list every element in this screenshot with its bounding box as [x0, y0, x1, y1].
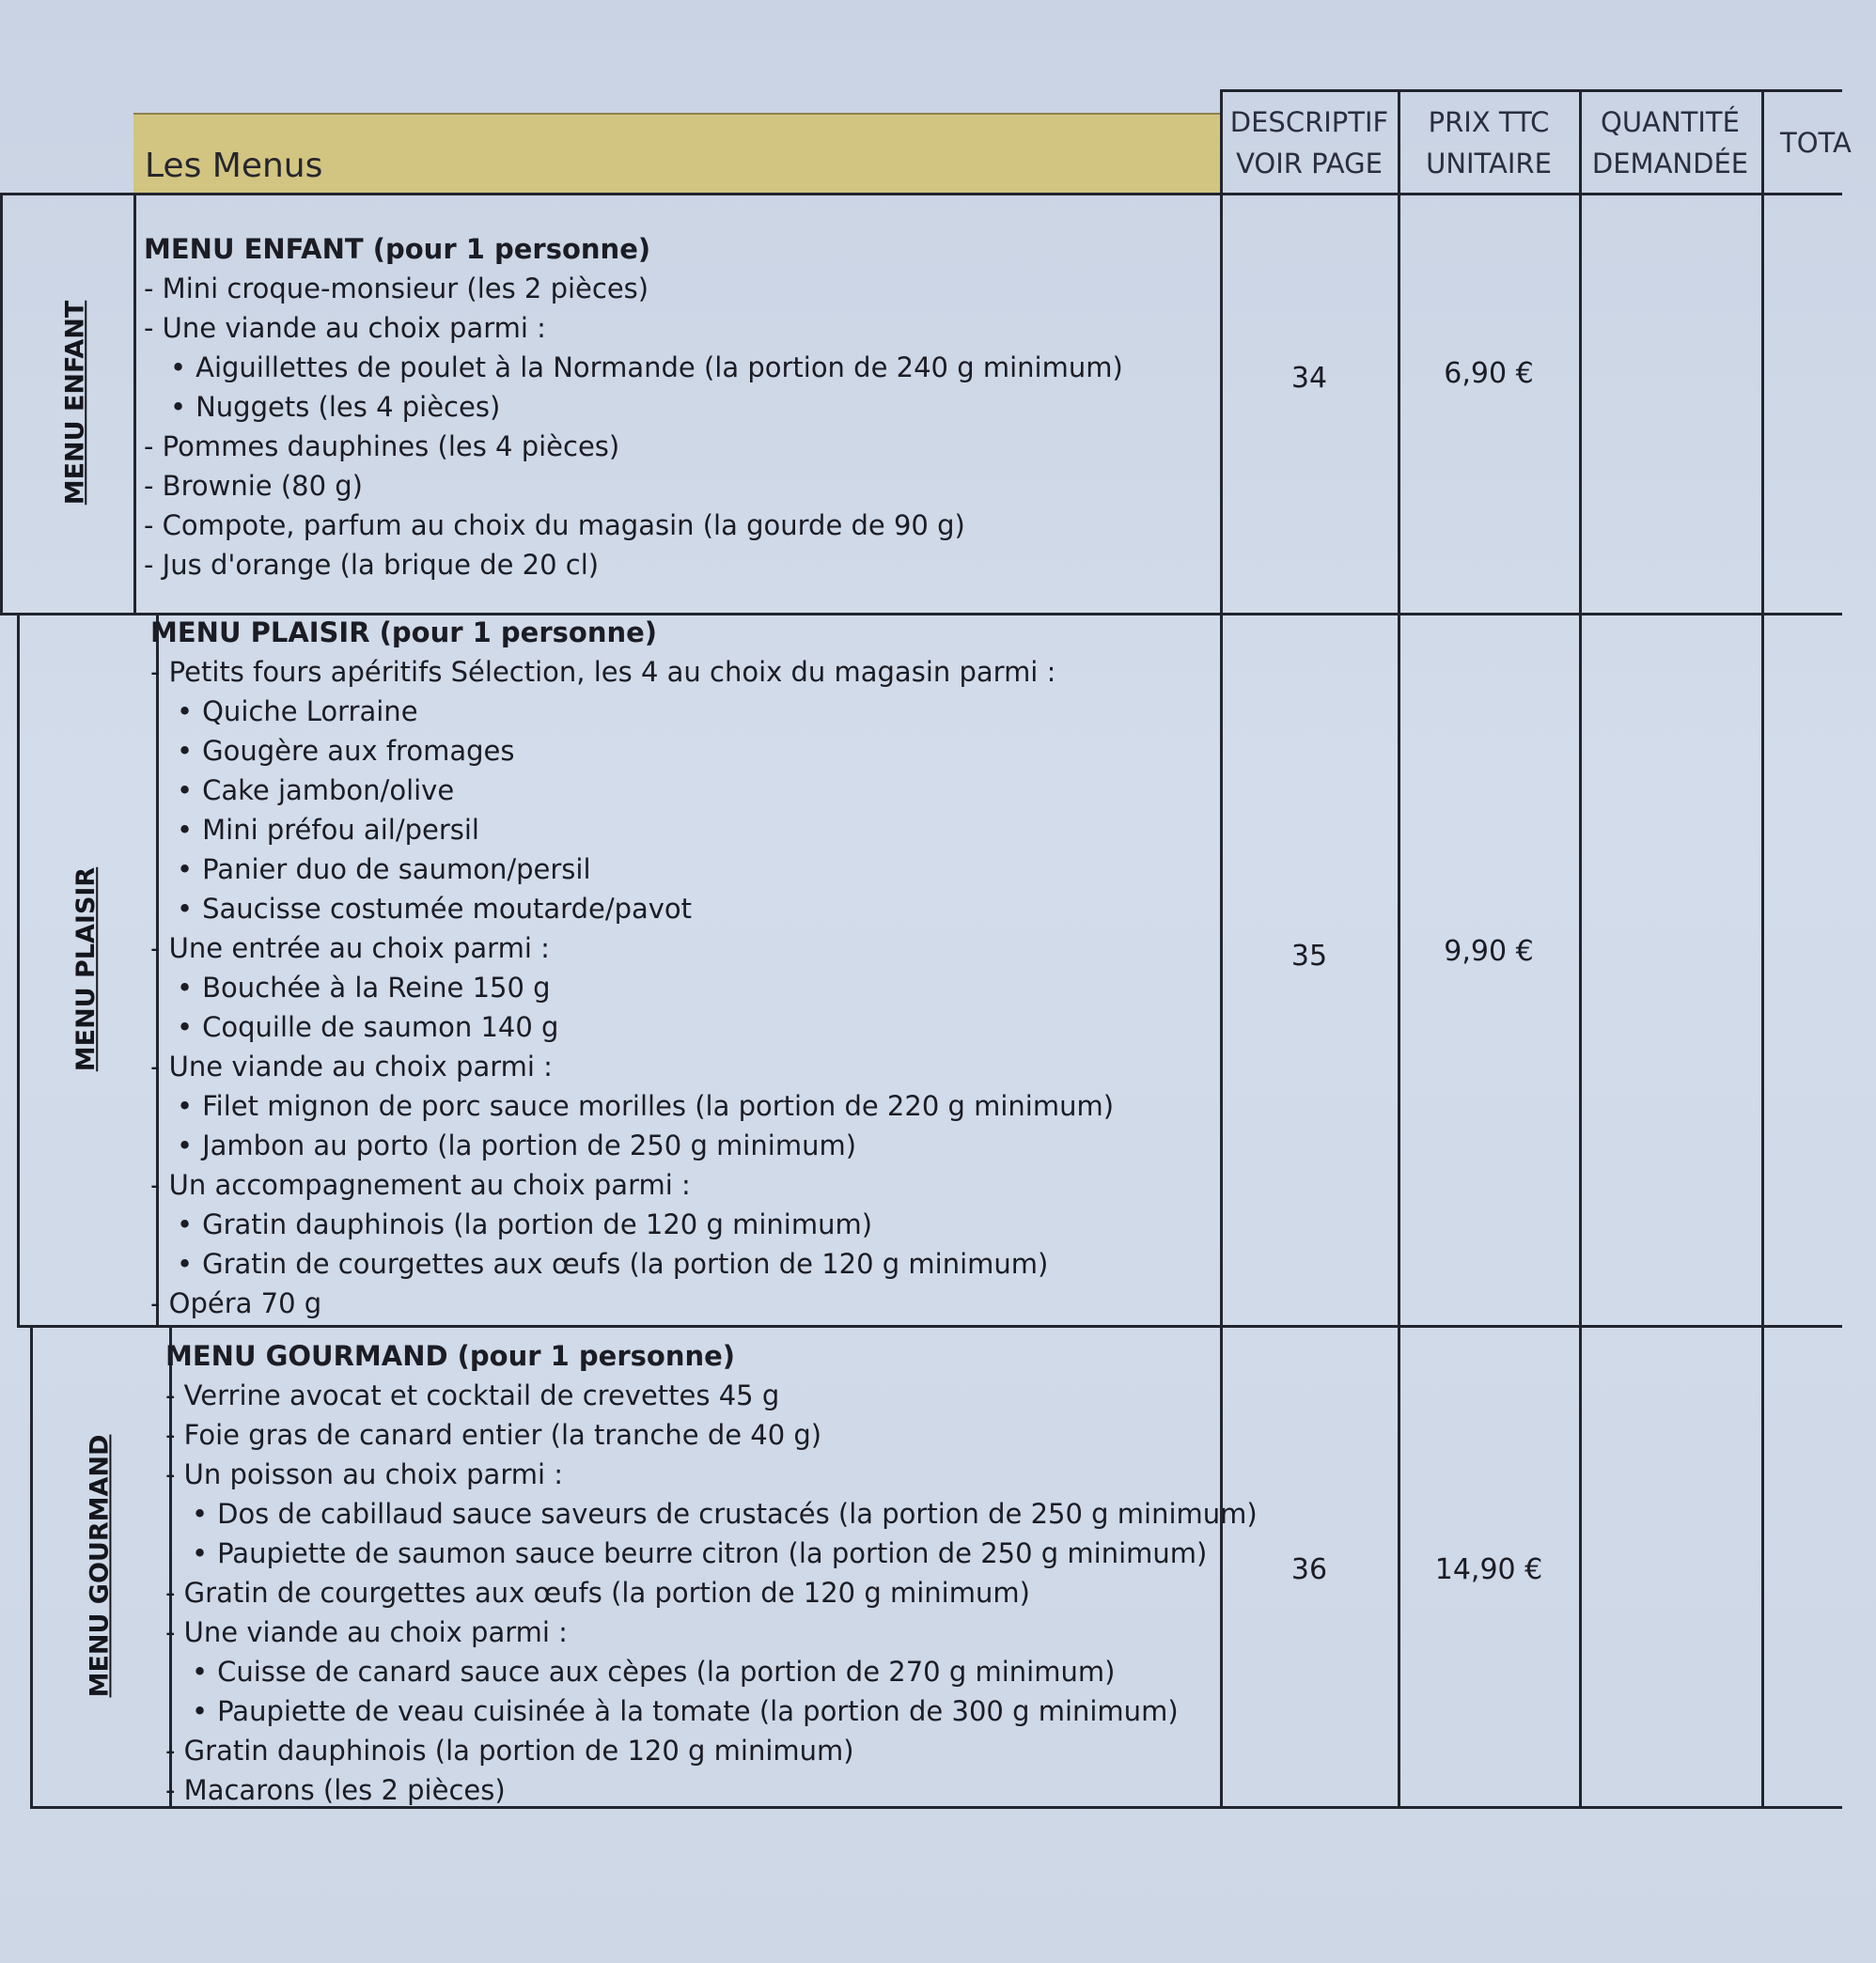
menu-line: • Mini préfou ail/persil [150, 810, 1114, 849]
menu-plaisir-page: 35 [1290, 940, 1328, 973]
menu-line: - Petits fours apéritifs Sélection, les 4 au choix du magasin parmi : [150, 656, 1056, 688]
quantity-cell-plaisir[interactable] [1582, 615, 1760, 1324]
menu-line: • Jambon au porto (la portion de 250 g minimum) [150, 1126, 1114, 1165]
header-total [1763, 92, 1876, 193]
menu-enfant-title: MENU ENFANT (pour 1 personne) [144, 233, 651, 265]
menu-line: • Nuggets (les 4 pièces) [144, 387, 1123, 427]
header-descriptif-line2: VOIR PAGE [1236, 147, 1383, 179]
grid-line-total [1761, 89, 1764, 1806]
menu-line: - Mini croque-monsieur (les 2 pièces) [144, 273, 649, 304]
menu-line: • Coquille de saumon 140 g [150, 1007, 1114, 1047]
menu-line: - Macarons (les 2 pièces) [165, 1774, 506, 1806]
menu-gourmand-title: MENU GOURMAND (pour 1 personne) [165, 1340, 736, 1372]
grid-line-plaisir-bottom [17, 1325, 1842, 1328]
menu-line: • Paupiette de veau cuisinée à la tomate (la portion de 300 g minimum) [165, 1691, 1258, 1731]
menu-line: - Gratin dauphinois (la portion de 120 g minimum) [165, 1735, 854, 1767]
menu-plaisir-content [150, 613, 1114, 1323]
header-quantite-line1: QUANTITÉ [1601, 105, 1740, 138]
menu-line: - Un accompagnement au choix parmi : [150, 1169, 691, 1201]
grid-line-left-plaisir [17, 613, 20, 1325]
header-total-label: TOTA [1780, 126, 1852, 159]
menu-line: - Pommes dauphines (les 4 pièces) [144, 430, 620, 462]
menu-line: - Une entrée au choix parmi : [150, 932, 550, 964]
menu-line: - Un poisson au choix parmi : [165, 1458, 564, 1490]
menu-plaisir-title: MENU PLAISIR (pour 1 personne) [150, 616, 658, 648]
grid-line-left-enfant [0, 193, 3, 613]
menu-line: • Paupiette de saumon sauce beurre citron (la portion de 250 g minimum) [165, 1534, 1258, 1573]
menu-line: • Gratin dauphinois (la portion de 120 g minimum) [150, 1205, 1114, 1244]
menu-line: - Une viande au choix parmi : [150, 1051, 553, 1083]
header-quantite-line2: DEMANDÉE [1591, 147, 1749, 179]
quantity-cell-gourmand[interactable] [1582, 1328, 1760, 1805]
menu-gourmand-price: 14,90 € [1434, 1553, 1543, 1586]
header-prix [1399, 92, 1578, 193]
menu-plaisir-price: 9,90 € [1444, 935, 1534, 968]
grid-line-header-bottom [0, 193, 1842, 195]
section-label-gourmand: MENU GOURMAND [85, 1434, 115, 1697]
menu-line: - Opéra 70 g [150, 1287, 322, 1319]
menu-line: • Gratin de courgettes aux œufs (la portion de 120 g minimum) [150, 1244, 1114, 1284]
menu-enfant-page: 34 [1290, 362, 1328, 395]
menu-line: • Saucisse costumée moutarde/pavot [150, 889, 1114, 928]
menu-gourmand-page: 36 [1290, 1553, 1328, 1586]
menu-enfant-price: 6,90 € [1444, 357, 1534, 390]
menu-line: • Aiguillettes de poulet à la Normande (la portion de 240 g minimum) [144, 348, 1123, 387]
menu-line: • Panier duo de saumon/persil [150, 849, 1114, 889]
section-title: Les Menus [133, 113, 1220, 193]
menu-line: • Cake jambon/olive [150, 771, 1114, 810]
header-prix-line2: UNITAIRE [1426, 147, 1552, 179]
menu-line: - Compote, parfum au choix du magasin (la gourde de 90 g) [144, 509, 965, 541]
header-prix-line1: PRIX TTC [1428, 105, 1550, 138]
section-label-enfant: MENU ENFANT [60, 300, 90, 506]
grid-line-label-enfant [133, 193, 136, 613]
menu-line: - Gratin de courgettes aux œufs (la portion de 120 g minimum) [165, 1577, 1030, 1609]
menu-line: - Une viande au choix parmi : [144, 312, 546, 344]
menu-line: - Une viande au choix parmi : [165, 1616, 568, 1648]
menu-line: • Gougère aux fromages [150, 731, 1114, 771]
header-descriptif-line1: DESCRIPTIF [1229, 105, 1389, 138]
menu-gourmand-content [165, 1336, 1258, 1810]
menu-line: - Brownie (80 g) [144, 470, 363, 502]
menu-line: - Verrine avocat et cocktail de crevettes 45 g [165, 1379, 780, 1411]
grid-line-left-gourmand [30, 1325, 33, 1806]
menu-line: • Bouchée à la Reine 150 g [150, 968, 1114, 1007]
menu-line: • Quiche Lorraine [150, 692, 1114, 731]
section-label-plaisir: MENU PLAISIR [71, 866, 102, 1071]
menu-enfant-content [144, 229, 1123, 584]
menu-line: • Filet mignon de porc sauce morilles (la portion de 220 g minimum) [150, 1086, 1114, 1126]
header-descriptif [1222, 92, 1397, 193]
menu-line: - Foie gras de canard entier (la tranche de 40 g) [165, 1419, 822, 1451]
menu-line: - Jus d'orange (la brique de 20 cl) [144, 549, 600, 581]
quantity-cell-enfant[interactable] [1582, 195, 1760, 612]
header-quantite [1581, 92, 1759, 193]
menu-line: • Cuisse de canard sauce aux cèpes (la portion de 270 g minimum) [165, 1652, 1258, 1691]
menu-line: • Dos de cabillaud sauce saveurs de crustacés (la portion de 250 g minimum) [165, 1494, 1258, 1534]
